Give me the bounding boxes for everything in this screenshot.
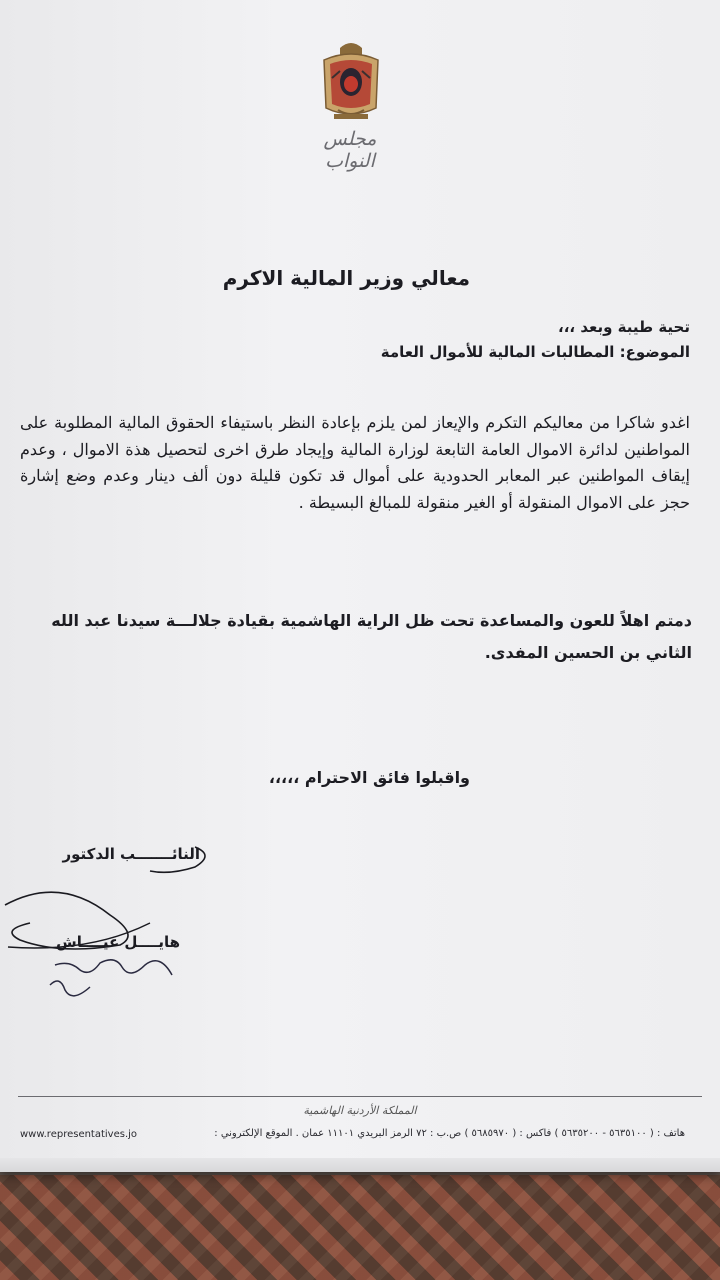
signer-title: النائـــــــب الدكتور xyxy=(62,845,200,863)
body-paragraph: اغدو شاكرا من معاليكم التكرم والإيعاز لمن يلزم بإعادة النظر باستيفاء الحقوق المالية المطلوبة على المواطنين لدائرة الاموال العامة التابعة لوزارة المالية وإيجاد طرق اخرى لتحصيل هذة الاموال ، وعدم إيقاف المواطنين عبر المعابر الحدودية على أموال قد تكون قليلة دون ألف دينار وعدم وضع إشارة حجز على الاموال المنقولة أو الغير منقولة للمبالغ البسيطة . xyxy=(20,413,690,512)
greeting-line: تحية طيبة وبعد ،،، xyxy=(558,318,690,336)
carpet-pattern xyxy=(0,1175,720,1280)
subject-line: الموضوع: المطالبات المالية للأموال العامة xyxy=(380,343,690,361)
regards-line: واقبلوا فائق الاحترام ،،،،، xyxy=(268,768,470,787)
recipient-line: معالي وزير المالية الاكرم xyxy=(222,266,470,290)
footer-divider xyxy=(18,1096,702,1097)
footer-logotype: المملكة الأردنية الهاشمية xyxy=(303,1104,417,1117)
signer-name: هايــــل عيــــاش xyxy=(56,933,180,951)
closing-paragraph: دمتم اهلاً للعون والمساعدة تحت ظل الراية الهاشمية بقيادة جلالـــة سيدنا عبد الله الثاني بن الحسين المفدى. xyxy=(51,611,692,662)
paper-edge xyxy=(0,1158,720,1172)
council-name-logotype: مجلس النواب xyxy=(323,128,377,172)
handwritten-signature xyxy=(0,835,220,1015)
coat-of-arms-icon xyxy=(318,38,384,126)
footer-contact-info: هاتف : ( ٥٦٣٥١٠٠ - ٥٦٣٥٢٠٠ ) فاكس : ( ٥٦٨٥٩٧٠ ) ص.ب : ٧٢ الرمز البريدي ١١١٠١ عمان . الموقع الإلكتروني : xyxy=(214,1128,685,1139)
footer-website: www.representatives.jo xyxy=(20,1129,138,1140)
